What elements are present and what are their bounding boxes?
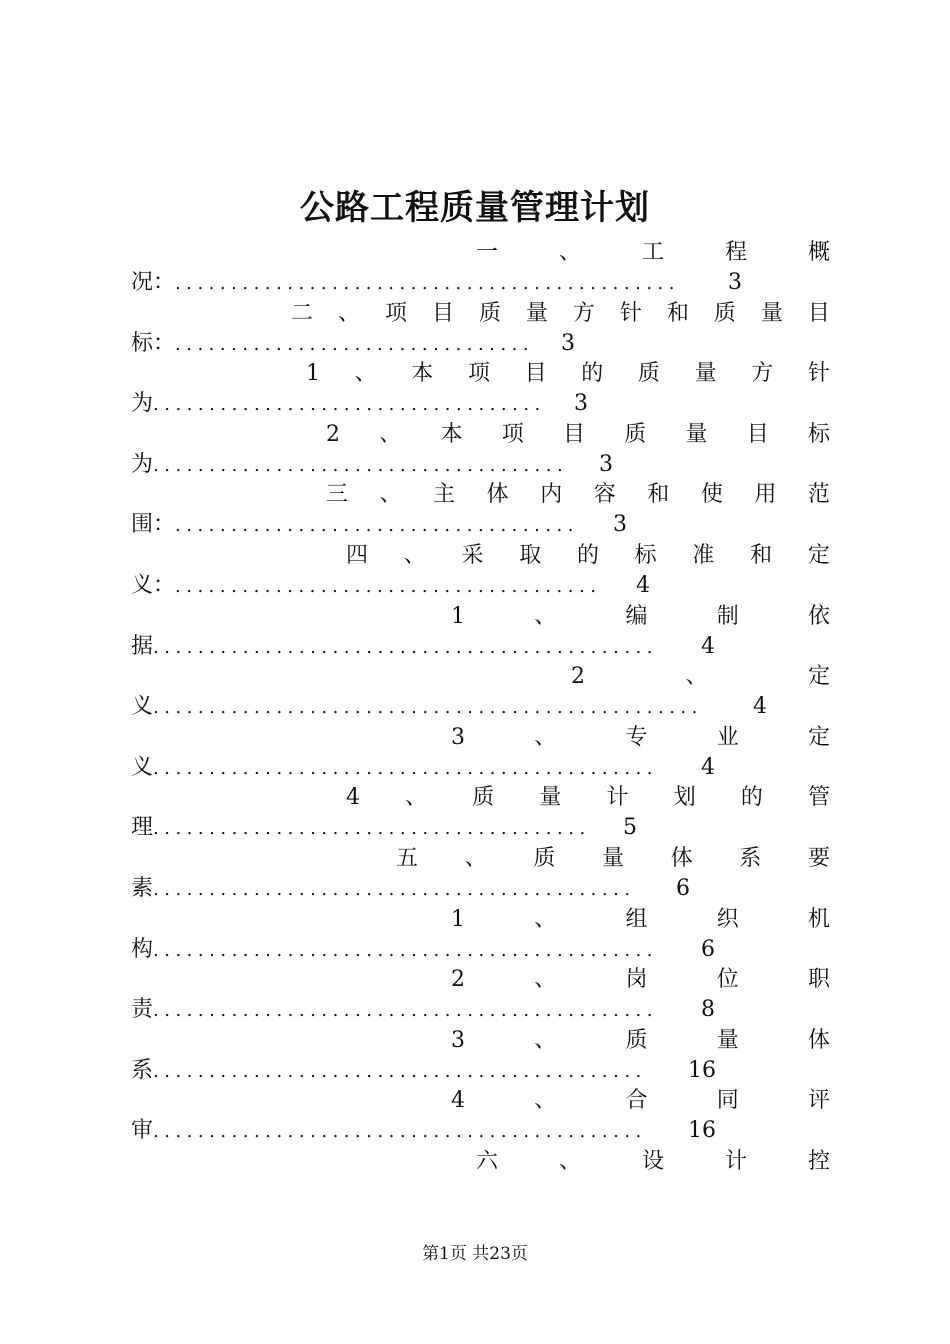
- toc-entry[interactable]: [131, 1085, 830, 1146]
- toc-heading-char: 计: [606, 785, 629, 811]
- toc-heading-char: 、: [337, 300, 360, 326]
- toc-page-number: 8: [701, 997, 715, 1023]
- toc-heading-char: 本: [440, 421, 463, 447]
- toc-heading-char: 管: [807, 785, 830, 811]
- toc-heading-char: 定: [807, 542, 830, 568]
- toc-heading-char: 量: [539, 785, 562, 811]
- toc-heading-char: 组: [625, 906, 648, 932]
- toc-entry-heading: [451, 722, 830, 754]
- toc-heading-char: 方: [572, 300, 595, 326]
- toc-heading-char: 、: [534, 1088, 557, 1114]
- toc-page-number: 6: [676, 875, 690, 901]
- toc-dot-leader: .....................................: [153, 454, 569, 476]
- toc-entry[interactable]: [131, 237, 830, 298]
- toc-dot-leader: ............................................: [153, 1060, 647, 1082]
- toc-page-number: 16: [688, 1057, 716, 1083]
- toc-entry[interactable]: [131, 661, 830, 722]
- toc-heading-char: 机: [807, 906, 830, 932]
- toc-heading-char: 量: [685, 421, 708, 447]
- toc-entry-continuation: [131, 389, 588, 419]
- toc-heading-char: 、: [534, 724, 557, 750]
- toc-entry-continuation: [131, 874, 690, 904]
- toc-heading-char: 4: [451, 1088, 465, 1114]
- toc-heading-char: 准: [692, 542, 715, 568]
- toc-heading-char: 项: [501, 421, 524, 447]
- toc-entry[interactable]: [131, 298, 830, 359]
- toc-heading-char: 4: [346, 785, 360, 811]
- toc-heading-char: 使: [700, 482, 723, 508]
- toc-dot-leader: ................................: [175, 333, 535, 355]
- toc-heading-char: 、: [354, 361, 377, 387]
- toc-heading-char: 制: [716, 603, 739, 629]
- toc-heading-char: 2: [326, 421, 340, 447]
- toc-page-number: 3: [561, 330, 575, 356]
- toc-heading-char: 量: [760, 300, 783, 326]
- toc-entry-heading: [451, 1085, 830, 1117]
- toc-heading-char: 和: [750, 542, 773, 568]
- page-footer: 第1页 共23页: [422, 1244, 528, 1264]
- toc-heading-char: 定: [807, 724, 830, 750]
- toc-entry-continuation: [131, 813, 637, 843]
- toc-heading-char: 六: [476, 1148, 499, 1174]
- toc-heading-char: 量: [601, 845, 624, 871]
- toc-entry-continuation: [131, 510, 627, 540]
- toc-heading-char: 项: [467, 361, 490, 387]
- toc-heading-char: 依: [807, 603, 830, 629]
- toc-heading-char: 质: [713, 300, 736, 326]
- toc-heading-char: 质: [472, 785, 495, 811]
- toc-entry-continuation: [131, 753, 715, 783]
- toc-dot-leader: .......................................: [153, 818, 591, 840]
- toc-heading-char: 要: [807, 845, 830, 871]
- toc-heading-char: 的: [576, 542, 599, 568]
- toc-heading-char: 量: [525, 300, 548, 326]
- toc-page-number: 3: [574, 391, 588, 417]
- toc-heading-char: 控: [807, 1148, 830, 1174]
- toc-page-number: 4: [636, 572, 650, 598]
- toc-heading-char: 定: [807, 664, 830, 690]
- toc-heading-char: 质: [625, 1027, 648, 1053]
- toc-heading-char: 三: [326, 482, 349, 508]
- toc-entry[interactable]: [131, 1025, 830, 1086]
- toc-heading-char: 四: [346, 542, 369, 568]
- toc-dot-leader: .................................................: [153, 697, 703, 719]
- toc-entry[interactable]: [131, 782, 830, 843]
- toc-page-number: 4: [701, 754, 715, 780]
- toc-heading-char: 岗: [625, 967, 648, 993]
- toc-page-number: 3: [728, 270, 742, 295]
- toc-page-number: 4: [753, 694, 767, 720]
- toc-heading-char: 位: [716, 967, 739, 993]
- toc-heading-char: 标: [807, 421, 830, 447]
- toc-heading-char: 目: [746, 421, 769, 447]
- toc-entry-heading: [326, 479, 830, 511]
- toc-entry[interactable]: [131, 843, 830, 904]
- toc-entry-heading: [306, 358, 830, 390]
- toc-entry[interactable]: [131, 601, 830, 662]
- toc-heading-char: 、: [379, 421, 402, 447]
- toc-heading-char: 量: [716, 1027, 739, 1053]
- toc-entry-continuation: [131, 995, 715, 1025]
- toc-heading-char: 、: [379, 482, 402, 508]
- toc-entry-continuation: [131, 692, 767, 722]
- toc-heading-char: 质: [533, 845, 556, 871]
- toc-entry-heading: [291, 298, 830, 330]
- toc-heading-char: 评: [807, 1088, 830, 1114]
- toc-heading-char: 、: [685, 664, 708, 690]
- toc-heading-char: 、: [403, 542, 426, 568]
- toc-heading-char: 设: [641, 1148, 664, 1174]
- toc-dot-leader: ............................................: [153, 1121, 647, 1143]
- toc-heading-char: 1: [451, 603, 465, 629]
- toc-heading-char: 1: [451, 906, 465, 932]
- toc-entry[interactable]: [131, 964, 830, 1025]
- toc-heading-char: 、: [534, 603, 557, 629]
- toc-entry-heading: [571, 661, 830, 693]
- toc-heading-char: 划: [673, 785, 696, 811]
- toc-page-number: 3: [613, 512, 627, 538]
- toc-entry-continuation: [131, 1056, 716, 1086]
- toc-entry-heading: [326, 419, 830, 451]
- toc-entry-heading: [346, 540, 830, 572]
- toc-page-number: 6: [701, 936, 715, 962]
- toc-heading-char: 工: [641, 240, 664, 265]
- toc-entry[interactable]: [131, 358, 830, 419]
- toc-entry[interactable]: [131, 1146, 830, 1207]
- toc-heading-continuation: 理: [131, 815, 154, 841]
- toc-heading-char: 目: [431, 300, 454, 326]
- toc-heading-char: 目: [562, 421, 585, 447]
- toc-page-number: 3: [599, 451, 613, 477]
- toc-heading-char: 、: [558, 240, 581, 265]
- toc-heading-char: 方: [751, 361, 774, 387]
- toc-heading-char: 、: [464, 845, 487, 871]
- toc-heading-char: 二: [291, 300, 314, 326]
- toc-heading-continuation: 构: [131, 936, 154, 962]
- toc-heading-char: 3: [451, 1027, 465, 1053]
- toc-heading-char: 针: [807, 361, 830, 387]
- toc-heading-char: 3: [451, 724, 465, 750]
- toc-dot-leader: .............................................: [153, 1000, 658, 1022]
- toc-heading-char: 质: [624, 421, 647, 447]
- toc-heading-char: 程: [724, 240, 747, 265]
- toc-heading-char: 目: [524, 361, 547, 387]
- toc-heading-char: 2: [451, 967, 465, 993]
- toc-heading-char: 内: [540, 482, 563, 508]
- toc-dot-leader: .............................................: [153, 757, 658, 779]
- toc-dot-leader: ....................................: [175, 515, 579, 537]
- toc-entry-heading: [396, 843, 830, 875]
- toc-heading-char: 用: [754, 482, 777, 508]
- toc-entry-heading: [346, 782, 830, 814]
- toc-entry-continuation: [131, 450, 613, 480]
- toc-heading-char: 取: [519, 542, 542, 568]
- toc-heading-char: 采: [461, 542, 484, 568]
- toc-heading-continuation: 责: [131, 997, 154, 1023]
- toc-entry[interactable]: [131, 479, 830, 540]
- toc-heading-char: 质: [478, 300, 501, 326]
- toc-heading-char: 概: [807, 240, 830, 265]
- toc-heading-char: 容: [593, 482, 616, 508]
- toc-heading-char: 体: [807, 1027, 830, 1053]
- toc-entry-continuation: [131, 571, 650, 601]
- toc-heading-char: 的: [740, 785, 763, 811]
- toc-heading-char: 和: [666, 300, 689, 326]
- toc-entry[interactable]: [131, 540, 830, 601]
- toc-heading-char: 职: [807, 967, 830, 993]
- toc-heading-char: 计: [724, 1148, 747, 1174]
- toc-heading-continuation: 为: [131, 451, 154, 477]
- toc-entry-continuation: [131, 268, 742, 298]
- toc-heading-char: 1: [306, 361, 320, 387]
- toc-heading-char: 主: [433, 482, 456, 508]
- toc-dot-leader: ...........................................: [153, 878, 636, 900]
- toc-heading-char: 织: [716, 906, 739, 932]
- toc-entry-continuation: [131, 632, 715, 662]
- toc-dot-leader: ...................................: [153, 394, 546, 416]
- toc-heading-char: 质: [637, 361, 660, 387]
- toc-entry-heading: [476, 1146, 830, 1178]
- toc-heading-continuation: 系: [131, 1057, 154, 1083]
- toc-heading-char: 、: [558, 1148, 581, 1174]
- toc-heading-char: 范: [807, 482, 830, 508]
- toc-heading-continuation: 据: [131, 633, 154, 659]
- toc-heading-char: 、: [534, 967, 557, 993]
- toc-heading-continuation: 围：: [131, 512, 176, 538]
- toc-heading-char: 系: [739, 845, 762, 871]
- document-title: 公路工程质量管理计划: [300, 188, 650, 228]
- toc-dot-leader: .............................................: [175, 273, 680, 294]
- toc-heading-char: 针: [619, 300, 642, 326]
- toc-heading-continuation: 标：: [131, 330, 176, 356]
- toc-heading-char: 本: [411, 361, 434, 387]
- toc-page-number: 4: [701, 633, 715, 659]
- toc-dot-leader: .............................................: [153, 939, 658, 961]
- toc-heading-char: 、: [405, 785, 428, 811]
- toc-heading-continuation: 义：: [131, 572, 176, 598]
- toc-entry-continuation: [131, 935, 715, 965]
- toc-heading-continuation: 素: [131, 875, 154, 901]
- toc-heading-char: 目: [807, 300, 830, 326]
- toc-heading-continuation: 义: [131, 694, 154, 720]
- toc-heading-char: 、: [534, 906, 557, 932]
- toc-entry[interactable]: [131, 904, 830, 965]
- toc-entry-continuation: [131, 329, 575, 359]
- toc-heading-char: 和: [647, 482, 670, 508]
- toc-heading-char: 量: [694, 361, 717, 387]
- toc-heading-char: 专: [625, 724, 648, 750]
- toc-heading-char: 五: [396, 845, 419, 871]
- toc-heading-char: 项: [384, 300, 407, 326]
- toc-heading-continuation: 为: [131, 391, 154, 417]
- toc-page-number: 16: [688, 1118, 716, 1144]
- toc-page-number: 5: [623, 815, 637, 841]
- toc-dot-leader: ......................................: [175, 575, 602, 597]
- toc-heading-char: 同: [716, 1088, 739, 1114]
- toc-entry-heading: [476, 237, 830, 269]
- toc-dot-leader: .............................................: [153, 636, 658, 658]
- toc-heading-char: 2: [571, 664, 585, 690]
- table-of-contents: [131, 237, 830, 1207]
- toc-entry-heading: [451, 601, 830, 633]
- toc-heading-char: 、: [534, 1027, 557, 1053]
- toc-entry-continuation: [131, 1116, 716, 1146]
- toc-entry[interactable]: [131, 722, 830, 783]
- toc-heading-char: 业: [716, 724, 739, 750]
- toc-heading-continuation: 审: [131, 1118, 154, 1144]
- toc-entry-heading: [451, 964, 830, 996]
- toc-heading-char: 合: [625, 1088, 648, 1114]
- toc-heading-char: 一: [476, 240, 499, 265]
- toc-entry-heading: [451, 1025, 830, 1057]
- toc-heading-continuation: 况：: [131, 270, 176, 295]
- toc-heading-continuation: 义: [131, 754, 154, 780]
- toc-heading-char: 的: [581, 361, 604, 387]
- toc-heading-char: 编: [625, 603, 648, 629]
- toc-heading-char: 标: [634, 542, 657, 568]
- toc-heading-char: 体: [670, 845, 693, 871]
- toc-heading-char: 体: [486, 482, 509, 508]
- toc-entry[interactable]: [131, 419, 830, 480]
- toc-entry-heading: [451, 904, 830, 936]
